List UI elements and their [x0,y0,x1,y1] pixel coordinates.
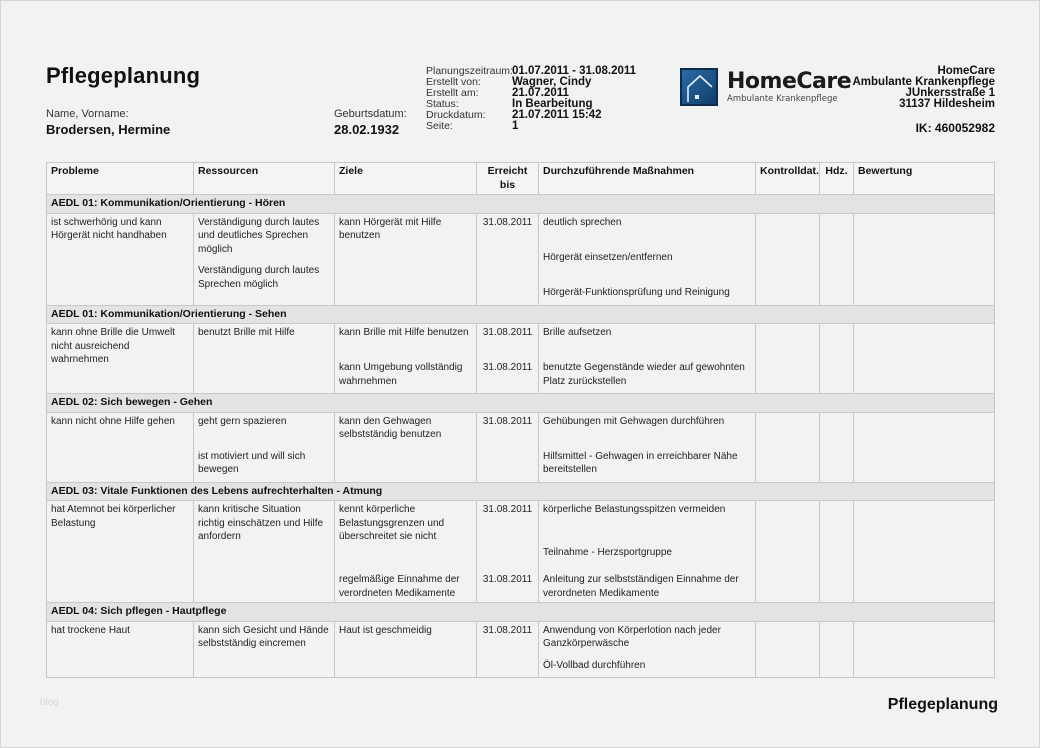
problem-cell: hat trockene Haut [47,621,194,677]
evaluation-cell[interactable] [854,213,995,305]
goal-item: Haut ist geschmeidig [339,624,432,636]
table-row [47,621,995,677]
date-cell [477,324,539,394]
control-date-cell[interactable] [756,501,820,603]
date-cell [477,213,539,305]
date-cell [477,621,539,677]
birth-date-block [334,108,407,137]
header-massnahmen: Durchzuführende Maßnahmen [539,163,756,195]
provider-line: HomeCare [937,65,995,77]
goals-cell [335,412,477,482]
signature-cell[interactable] [820,324,854,394]
measures-cell [539,621,756,677]
evaluation-cell[interactable] [854,324,995,394]
meta-label: Seite: [426,120,453,132]
meta-value: 1 [512,120,519,132]
measure-item: benutzte Gegenstände wieder auf gewohnten Platz zurückstellen [543,362,745,387]
measure-item: Anleitung zur selbstständigen Einnahme der verordneten Medikamente [543,574,739,599]
table-row [47,412,995,482]
resource-item: ist motiviert und will sich bewegen [198,450,306,475]
measures-cell [539,412,756,482]
date-item: 31.08.2011 [482,415,533,427]
section-row [47,394,995,413]
measure-item: Gehübungen mit Gehwagen durchführen [543,415,725,427]
meta-value: Wagner, Cindy [512,76,592,88]
measure-item: Hilfsmittel - Gehwagen in erreichbarer Nähe bereitstellen [543,450,738,475]
problem-cell: kann ohne Brille die Umwelt nicht ausreichend wahrnehmen [47,324,194,394]
logo-name: HomeCare [727,68,852,94]
section-title: AEDL 04: Sich pflegen - Hautpflege [47,603,995,622]
watermark: blog [40,697,59,708]
date-item: 31.08.2011 [482,362,533,373]
problem-cell: kann nicht ohne Hilfe gehen [47,412,194,482]
section-row [47,305,995,324]
section-title: AEDL 03: Vitale Funktionen des Lebens aufrechterhalten - Atmung [47,482,995,501]
section-title: AEDL 01: Kommunikation/Orientierung - Sehen [47,305,995,324]
patient-name: Brodersen, Hermine [46,122,171,137]
evaluation-cell[interactable] [854,621,995,677]
header-handzeichen: Hdz. [820,163,854,195]
resources-cell [194,621,335,677]
date-item: 31.08.2011 [482,574,533,585]
resource-item: Verständigung durch lautes Sprechen möglich [198,265,320,290]
meta-label: Planungszeitraum: [426,65,513,77]
measure-item: Öl-Vollbad durchführen [543,659,646,671]
evaluation-cell[interactable] [854,501,995,603]
plan-metadata [426,66,636,132]
section-row [47,195,995,214]
date-item: 31.08.2011 [482,327,533,338]
resource-item: benutzt Brille mit Hilfe [198,327,295,338]
resource-item: geht gern spazieren [198,415,287,427]
evaluation-cell[interactable] [854,412,995,482]
meta-value: 21.07.2011 15:42 [512,109,602,121]
goals-cell [335,501,477,603]
resources-cell [194,412,335,482]
date-item: 31.08.2011 [482,504,533,515]
section-title: AEDL 01: Kommunikation/Orientierung - Hören [47,195,995,214]
header-bewertung: Bewertung [854,163,995,195]
birth-date-label: Geburtsdatum: [334,108,407,120]
provider-address [853,66,996,110]
provider-line: 31137 Hildesheim [899,98,995,110]
header-kontrolldatum: Kontrolldat. [756,163,820,195]
measures-cell [539,213,756,305]
homecare-logo [680,68,851,106]
goal-item: kann Hörgerät mit Hilfe benutzen [339,216,442,241]
goals-cell [335,621,477,677]
header-ressourcen: Ressourcen [194,163,335,195]
measure-item: Anwendung von Körperlotion nach jeder Ganzkörperwäsche [543,624,721,649]
name-label: Name, Vorname: [46,108,129,120]
resource-item: kann kritische Situation richtig einschätzen und Hilfe anfordern [198,504,324,542]
meta-label: Druckdatum: [426,109,486,121]
resources-cell [194,213,335,305]
control-date-cell[interactable] [756,213,820,305]
provider-ik: IK: 460052982 [915,121,995,135]
table-row [47,324,995,394]
problem-cell: hat Atemnot bei körperlicher Belastung [47,501,194,603]
control-date-cell[interactable] [756,621,820,677]
resources-cell [194,324,335,394]
birth-date: 28.02.1932 [334,122,400,137]
provider-line: JUnkersstraße 1 [905,87,995,99]
table-header-row [47,163,995,195]
control-date-cell[interactable] [756,324,820,394]
header-erreicht-bis: Erreicht bis [477,163,539,195]
measures-cell [539,324,756,394]
patient-name-block [46,108,170,137]
section-title: AEDL 02: Sich bewegen - Gehen [47,394,995,413]
meta-label: Erstellt von: [426,76,481,88]
goal-item: kennt körperliche Belastungsgrenzen und überschreitet sie nicht [339,504,445,542]
resource-item: Verständigung durch lautes und deutliches Sprechen möglich [198,216,320,255]
signature-cell[interactable] [820,213,854,305]
logo-subtitle: Ambulante Krankenpflege [727,93,838,104]
goals-cell [335,324,477,394]
goal-item: kann den Gehwagen selbstständig benutzen [339,415,442,440]
date-cell [477,412,539,482]
goal-item: regelmäßige Einnahme der verordneten Medikamente [339,574,460,599]
measure-item: Hörgerät-Funktionsprüfung und Reinigung [543,286,730,298]
signature-cell[interactable] [820,621,854,677]
provider-line: Ambulante Krankenpflege [852,76,995,88]
header-probleme: Probleme [47,163,194,195]
measures-cell [539,501,756,603]
footer-title: Pflegeplanung [887,696,998,713]
date-cell [477,501,539,603]
goals-cell [335,213,477,305]
goal-item: kann Brille mit Hilfe benutzen [339,327,469,338]
section-row [47,482,995,501]
resources-cell [194,501,335,603]
care-plan-table [46,162,995,678]
resource-item: kann sich Gesicht und Hände selbstständig eincremen [198,624,329,649]
goal-item: kann Umgebung vollständig wahrnehmen [339,362,463,387]
table-row [47,501,995,603]
house-icon [680,68,718,106]
signature-cell[interactable] [820,501,854,603]
meta-label: Status: [426,98,459,110]
measure-item: Brille aufsetzen [543,327,612,338]
meta-value: In Bearbeitung [512,98,593,110]
section-row [47,603,995,622]
measure-item: körperliche Belastungsspitzen vermeiden [543,504,726,515]
header-ziele: Ziele [335,163,477,195]
meta-value: 21.07.2011 [512,87,569,99]
measure-item: deutlich sprechen [543,216,622,228]
document-title: Pflegeplanung [46,63,201,88]
signature-cell[interactable] [820,412,854,482]
measure-item: Hörgerät einsetzen/entfernen [543,251,673,263]
control-date-cell[interactable] [756,412,820,482]
problem-cell: ist schwerhörig und kann Hörgerät nicht handhaben [47,213,194,305]
meta-value: 01.07.2011 - 31.08.2011 [512,65,637,77]
measure-item: Teilnahme - Herzsportgruppe [543,547,672,558]
date-item: 31.08.2011 [482,216,533,228]
date-item: 31.08.2011 [482,624,533,636]
meta-label: Erstellt am: [426,87,479,99]
table-row [47,213,995,305]
